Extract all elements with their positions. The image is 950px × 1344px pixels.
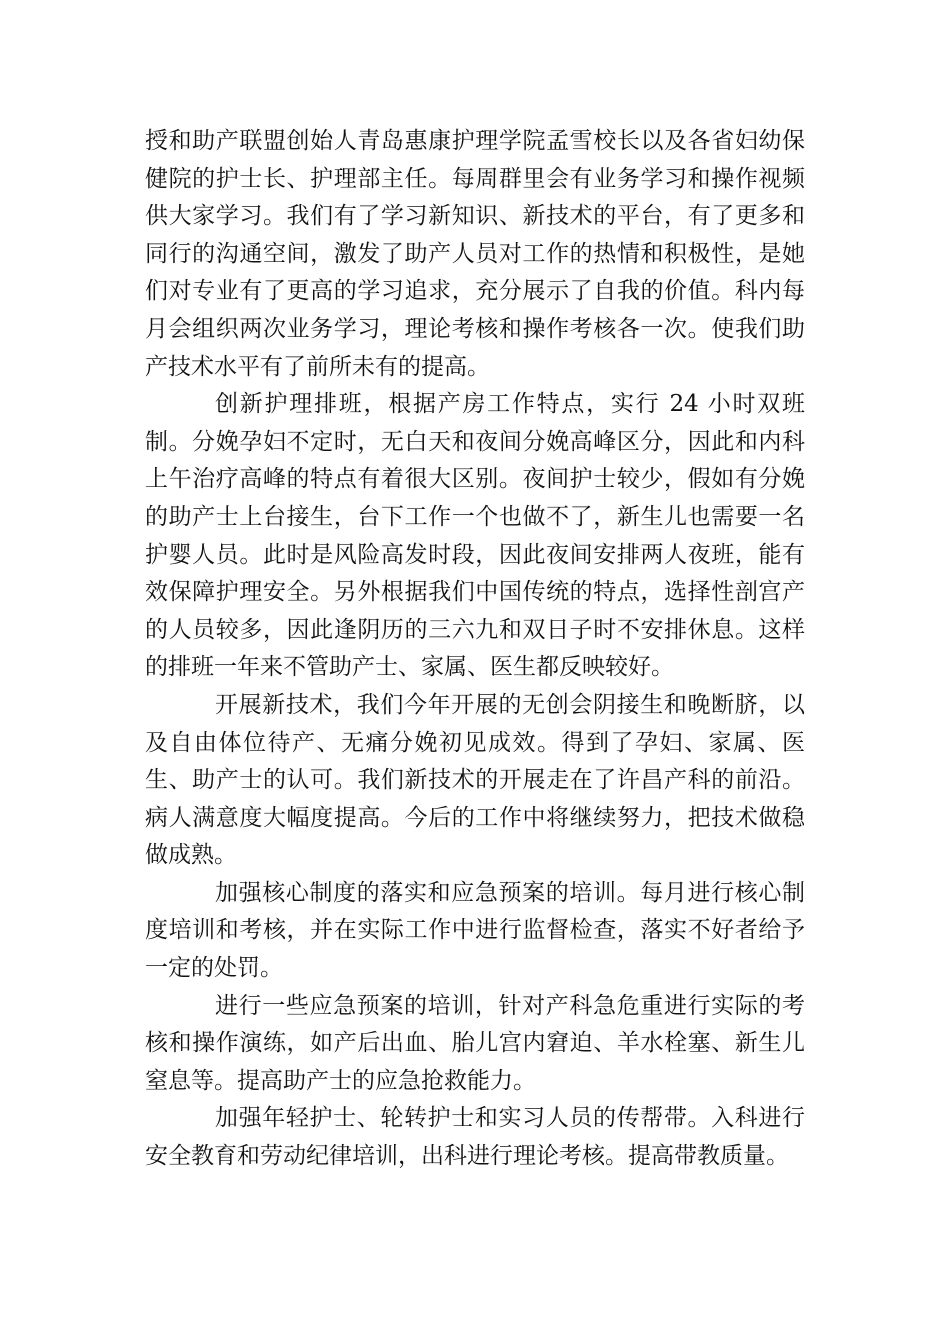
paragraph-6: 加强年轻护士、轮转护士和实习人员的传帮带。入科进行安全教育和劳动纪律培训，出科进行理论考核。提高带教质量。: [145, 1105, 805, 1170]
document-body: [145, 123, 805, 1176]
paragraph-5: 进行一些应急预案的培训，针对产科急危重进行实际的考核和操作演练，如产后出血、胎儿宫内窘迫、羊水栓塞、新生儿窒息等。提高助产士的应急抢救能力。: [145, 992, 805, 1094]
paragraph-3: 开展新技术，我们今年开展的无创会阴接生和晚断脐，以及自由体位待产、无痛分娩初见成效。得到了孕妇、家属、医生、助产士的认可。我们新技术的开展走在了许昌产科的前沿。病人满意度大幅度提高。今后的工作中将继续努力，把技术做稳做成熟。: [145, 691, 805, 869]
paragraph-4: 加强核心制度的落实和应急预案的培训。每月进行核心制度培训和考核，并在实际工作中进行监督检查，落实不好者给予一定的处罚。: [145, 879, 805, 982]
paragraph-2: 创新护理排班，根据产房工作特点，实行 24 小时双班制。分娩孕妇不定时，无白天和夜间分娩高峰区分，因此和内科上午治疗高峰的特点有着很大区别。夜间护士较少，假如有分娩的助产士上台接生，台下工作一个也做不了，新生儿也需要一名护婴人员。此时是风险高发时段，因此夜间安排两人夜班，能有效保障护理安全。另外根据我们中国传统的特点，选择性剖宫产的人员较多，因此逢阴历的三六九和双日子时不安排休息。这样的排班一年来不管助产士、家属、医生都反映较好。: [145, 391, 805, 681]
paragraph-1: 授和助产联盟创始人青岛惠康护理学院孟雪校长以及各省妇幼保健院的护士长、护理部主任。每周群里会有业务学习和操作视频供大家学习。我们有了学习新知识、新技术的平台，有了更多和同行的沟通空间，激发了助产人员对工作的热情和积极性，是她们对专业有了更高的学习追求，充分展示了自我的价值。科内每月会组织两次业务学习，理论考核和操作考核各一次。使我们助产技术水平有了前所未有的提高。: [145, 128, 805, 380]
